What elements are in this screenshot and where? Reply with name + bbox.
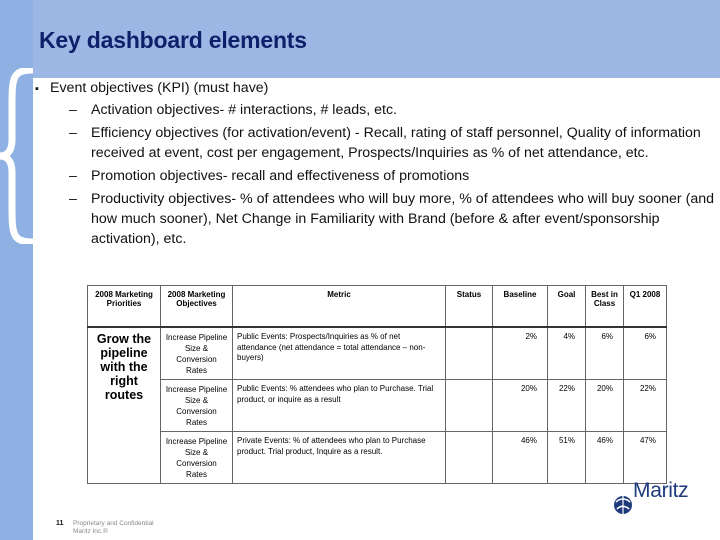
goal-cell: 51% (548, 432, 586, 484)
baseline-cell: 2% (493, 327, 548, 380)
header-baseline: Baseline (493, 286, 548, 328)
sub-bullet (35, 189, 719, 249)
sub-bullet (35, 100, 719, 120)
table-row (88, 432, 667, 484)
best-cell: 6% (586, 327, 624, 380)
q1-cell: 47% (624, 432, 667, 484)
header-priorities: 2008 Marketing Priorities (88, 286, 161, 328)
kpi-table (87, 285, 667, 484)
metric-cell: Private Events: % of attendees who plan to Purchase product. Trial product, Inquire as a result. (233, 432, 446, 484)
dash-icon: – (69, 102, 77, 118)
status-cell (446, 380, 493, 432)
table-row (88, 380, 667, 432)
sub-bullet-text: Promotion objectives- recall and effectiveness of promotions (91, 168, 470, 184)
objective-cell: Increase Pipeline Size & Conversion Rates (161, 380, 233, 432)
objective-cell: Increase Pipeline Size & Conversion Rates (161, 432, 233, 484)
metric-cell: Public Events: % attendees who plan to Purchase. Trial product, or inquire as a result (233, 380, 446, 432)
globe-icon (614, 496, 632, 514)
baseline-cell: 20% (493, 380, 548, 432)
status-cell (446, 327, 493, 380)
header-objectives: 2008 Marketing Objectives (161, 286, 233, 328)
sub-bullet-text: Activation objectives- # interactions, # leads, etc. (91, 102, 397, 118)
footer-text (73, 520, 154, 536)
status-cell (446, 432, 493, 484)
table-header-row (88, 286, 667, 328)
best-cell: 20% (586, 380, 624, 432)
q1-cell: 22% (624, 380, 667, 432)
dash-icon: – (69, 168, 77, 184)
slide-title: Key dashboard elements (39, 27, 307, 53)
objective-cell: Increase Pipeline Size & Conversion Rates (161, 327, 233, 380)
sub-bullet (35, 123, 719, 163)
header-q1-2008: Q1 2008 (624, 286, 667, 328)
header-status: Status (446, 286, 493, 328)
footer-company: Maritz Inc.® (73, 528, 108, 535)
sub-bullet-text: Productivity objectives- % of attendees who will buy more, % of attendees who will buy sooner (and how much sooner), Net Change in Familiarity with Brand (before & after event/sponsorship activation), etc. (91, 191, 714, 247)
header-goal: Goal (548, 286, 586, 328)
best-cell: 46% (586, 432, 624, 484)
square-bullet-icon: ▪ (35, 83, 39, 95)
goal-cell: 22% (548, 380, 586, 432)
priority-cell: Grow the pipeline with the right routes (88, 327, 161, 484)
brace-decoration-icon (0, 68, 33, 244)
table-row (88, 327, 667, 380)
bullet-content (35, 78, 719, 252)
q1-cell: 6% (624, 327, 667, 380)
page-number: 11 (56, 520, 64, 527)
goal-cell: 4% (548, 327, 586, 380)
main-bullet-text: Event objectives (KPI) (must have) (50, 80, 269, 96)
sub-bullet-text: Efficiency objectives (for activation/event) - Recall, rating of staff personnel, Quality of information received at event, cost per engagement, Prospects/Inquiries as % of net attendance, etc. (91, 125, 701, 161)
logo-wordmark: Maritz (633, 479, 689, 502)
header-metric: Metric (233, 286, 446, 328)
footer-confidential: Proprietary and Confidential (73, 520, 154, 527)
sub-bullet (35, 166, 719, 186)
baseline-cell: 46% (493, 432, 548, 484)
dash-icon: – (69, 125, 77, 141)
metric-cell: Public Events: Prospects/Inquiries as % of net attendance (net attendance = total attendance – non-buyers) (233, 327, 446, 380)
main-bullet (35, 78, 719, 98)
header-best-in-class: Best in Class (586, 286, 624, 328)
dash-icon: – (69, 191, 77, 207)
